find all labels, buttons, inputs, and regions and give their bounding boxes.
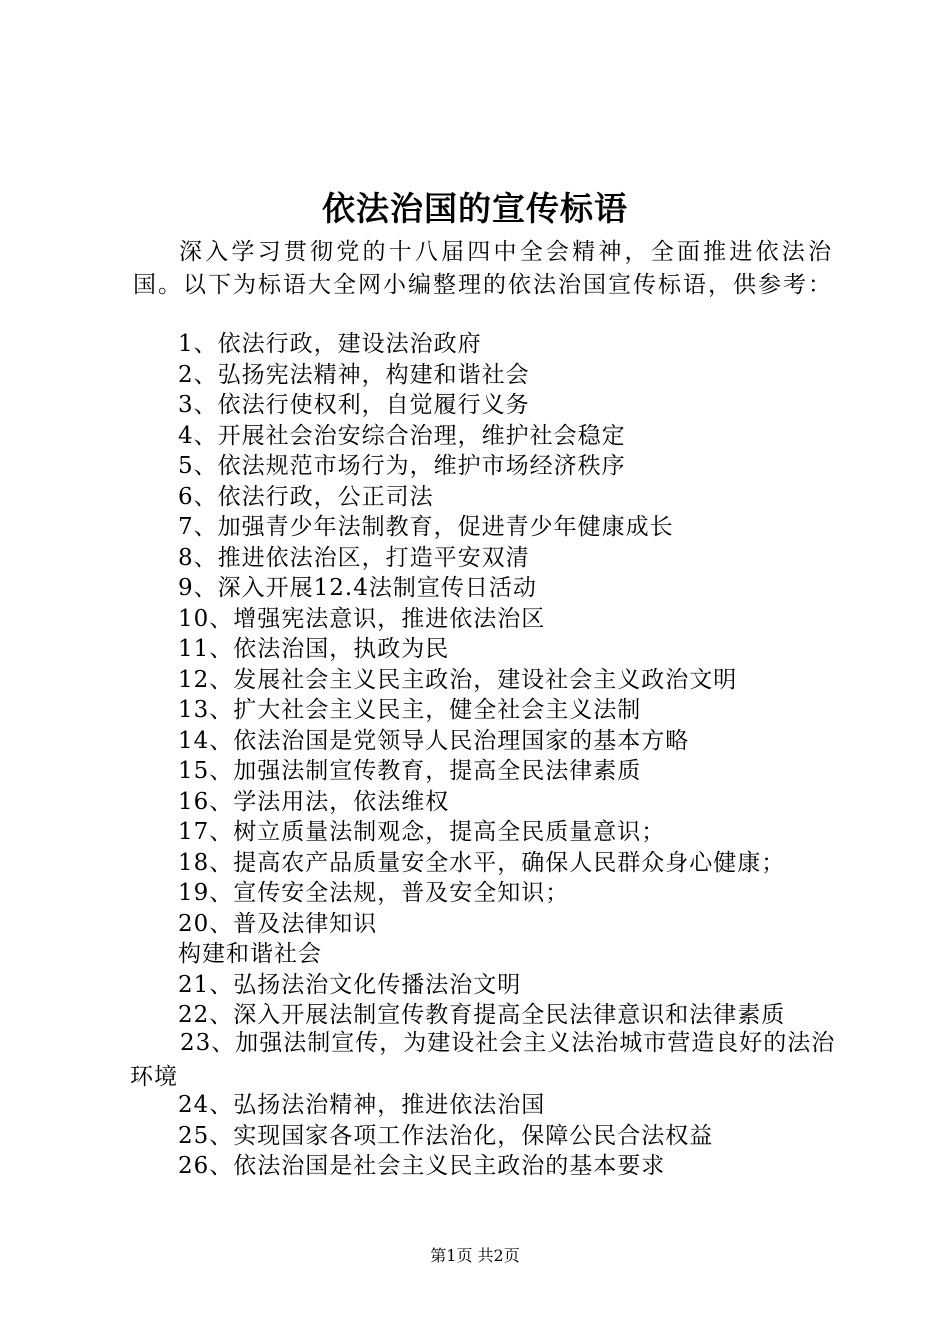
- slogan-item-wrapped: 23、加强法制宣传，为建设社会主义法治城市营造良好的法治环境: [130, 1030, 836, 1090]
- slogan-item: 24、弘扬法治精神，推进依法治国: [178, 1092, 546, 1118]
- slogan-item: 12、发展社会主义民主政治，建设社会主义政治文明: [178, 666, 738, 693]
- slogan-item: 15、加强法制宣传教育，提高全民法律素质: [178, 758, 642, 784]
- slogan-list: [178, 329, 858, 1031]
- slogan-item: 20、普及法律知识: [178, 910, 378, 937]
- slogan-item: 5、依法规范市场行为，维护市场经济秩序: [178, 453, 626, 479]
- slogan-item: 16、学法用法，依法维权: [178, 788, 450, 815]
- slogan-item: 22、深入开展法制宣传教育提高全民法律意识和法律素质: [178, 1002, 786, 1028]
- slogan-item: 11、依法治国，执政为民: [178, 636, 450, 662]
- page-footer: 第1页 共2页: [430, 1246, 520, 1265]
- slogan-item: 9、深入开展12.4法制宣传日活动: [178, 575, 537, 601]
- slogan-item: 10、增强宪法意识，推进依法治区: [178, 605, 546, 632]
- slogan-item: 19、宣传安全法规，普及安全知识；: [178, 880, 570, 906]
- slogan-item: 6、依法行政，公正司法: [178, 483, 434, 510]
- slogan-item: 21、弘扬法治文化传播法治文明: [178, 971, 522, 998]
- slogan-item: 7、加强青少年法制教育，促进青少年健康成长: [178, 514, 674, 540]
- slogan-item: 18、提高农产品质量安全水平，确保人民群众身心健康；: [178, 849, 786, 876]
- slogan-item: 4、开展社会治安综合治理，维护社会稳定: [178, 422, 626, 449]
- slogan-item: 17、树立质量法制观念，提高全民质量意识；: [178, 819, 666, 845]
- slogan-item: 14、依法治国是党领导人民治理国家的基本方略: [178, 727, 690, 754]
- slogan-item: 13、扩大社会主义民主，健全社会主义法制: [178, 697, 642, 723]
- slogan-item: 3、依法行使权利，自觉履行义务: [178, 392, 530, 418]
- slogan-item: 构建和谐社会: [178, 941, 322, 967]
- slogan-item: 26、依法治国是社会主义民主政治的基本要求: [178, 1153, 666, 1179]
- slogan-item: 2、弘扬宪法精神，构建和谐社会: [178, 361, 530, 388]
- slogan-item: 8、推进依法治区，打造平安双清: [178, 544, 530, 571]
- slogan-list-tail: [178, 1090, 858, 1182]
- intro-paragraph: 深入学习贯彻党的十八届四中全会精神，全面推进依法治国。以下为标语大全网小编整理的依法治国宣传标语，供参考：: [133, 239, 833, 298]
- document-title: 依法治国的宣传标语: [322, 189, 628, 228]
- slogan-item: 1、依法行政，建设法治政府: [178, 331, 482, 357]
- slogan-item: 25、实现国家各项工作法治化，保障公民合法权益: [178, 1122, 714, 1149]
